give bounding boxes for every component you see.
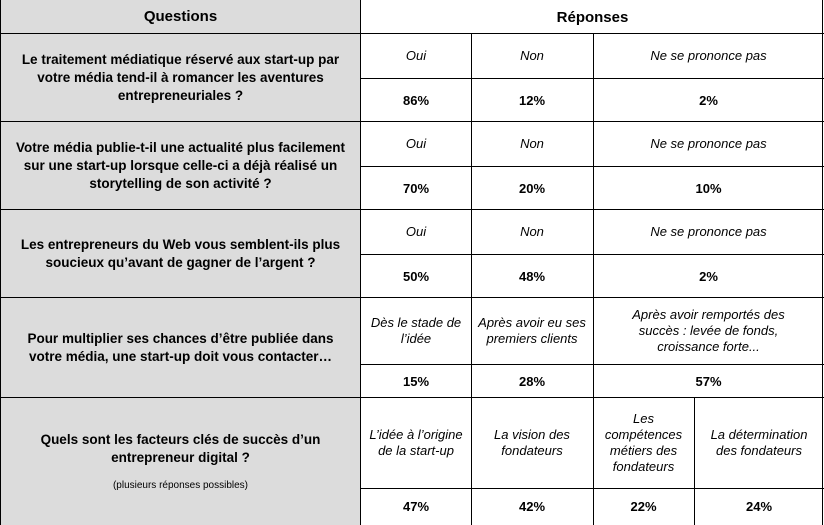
row-divider (0, 397, 824, 398)
row-divider (0, 297, 824, 298)
row2-value-1: 70% (402, 180, 430, 196)
row2-option-3: Ne se prononce pas (650, 135, 767, 151)
row1-value-1: 86% (402, 92, 430, 108)
questions-header: Questions (0, 0, 361, 34)
row1-value-2: 12% (518, 92, 546, 108)
question-1: Le traitement médiatique réservé aux start-up par votre média tend-il à romancer les aventures entrepreneuriales ? (0, 34, 361, 122)
column-divider (471, 34, 472, 525)
row-divider (0, 33, 824, 34)
row2-option-2: Non (520, 135, 544, 151)
responses-header: Réponses (556, 8, 629, 26)
row4-value-1: 15% (402, 373, 430, 389)
row3-value-2: 48% (518, 268, 546, 284)
row1-option-3: Ne se prononce pas (650, 47, 767, 63)
row5-value-3: 22% (630, 499, 657, 514)
row5-option-2: La vision des fondateurs (494, 426, 570, 458)
row4-option-3: Après avoir remportés des succès : levée de fonds, croissance forte... (632, 306, 785, 355)
row3-value-3: 2% (699, 268, 718, 284)
row5-value-1: 47% (402, 499, 430, 514)
row3-option-1: Oui (405, 223, 427, 239)
row4-value-2: 28% (518, 373, 546, 389)
question-3: Les entrepreneurs du Web vous semblent-ils plus soucieux qu’avant de gagner de l’argent ? (0, 210, 361, 298)
row-divider (0, 209, 824, 210)
row2-value-2: 20% (518, 180, 546, 196)
column-divider (360, 0, 361, 525)
column-divider (593, 34, 594, 525)
row5-option-1: L’idée à l’origine de la start-up (369, 426, 463, 458)
row4-option-2: Après avoir eu ses premiers clients (478, 314, 586, 346)
row3-option-3: Ne se prononce pas (650, 223, 767, 239)
question-5-note: (plusieurs réponses possibles) (112, 479, 249, 491)
row4-value-3: 57% (695, 373, 722, 389)
row1-value-3: 2% (699, 92, 718, 108)
row2-value-3: 10% (695, 180, 722, 196)
row5-value-4: 24% (745, 499, 773, 514)
row5-value-2: 42% (518, 499, 546, 514)
row1-option-1: Oui (405, 47, 427, 63)
row5-option-3: Les compétences métiers des fondateurs (604, 410, 683, 475)
question-4: Pour multiplier ses chances d’être publiée dans votre média, une start-up doit vous contacter… (0, 298, 361, 398)
row2-option-1: Oui (405, 135, 427, 151)
row4-option-1: Dès le stade de l’idée (370, 314, 462, 346)
question-5: Quels sont les facteurs clés de succès d’un entrepreneur digital ? (40, 432, 321, 465)
column-divider (822, 0, 823, 525)
question-2: Votre média publie-t-il une actualité plus facilement sur une start-up lorsque celle-ci a déjà réalisé un storytelling de son activité ? (0, 122, 361, 210)
row5-option-4: La détermination des fondateurs (710, 426, 808, 458)
column-divider (694, 398, 695, 525)
row-divider (0, 121, 824, 122)
question-5-cell (0, 398, 361, 525)
column-divider (0, 0, 1, 525)
row3-option-2: Non (520, 223, 544, 239)
row1-option-2: Non (520, 47, 544, 63)
row3-value-1: 50% (402, 268, 430, 284)
